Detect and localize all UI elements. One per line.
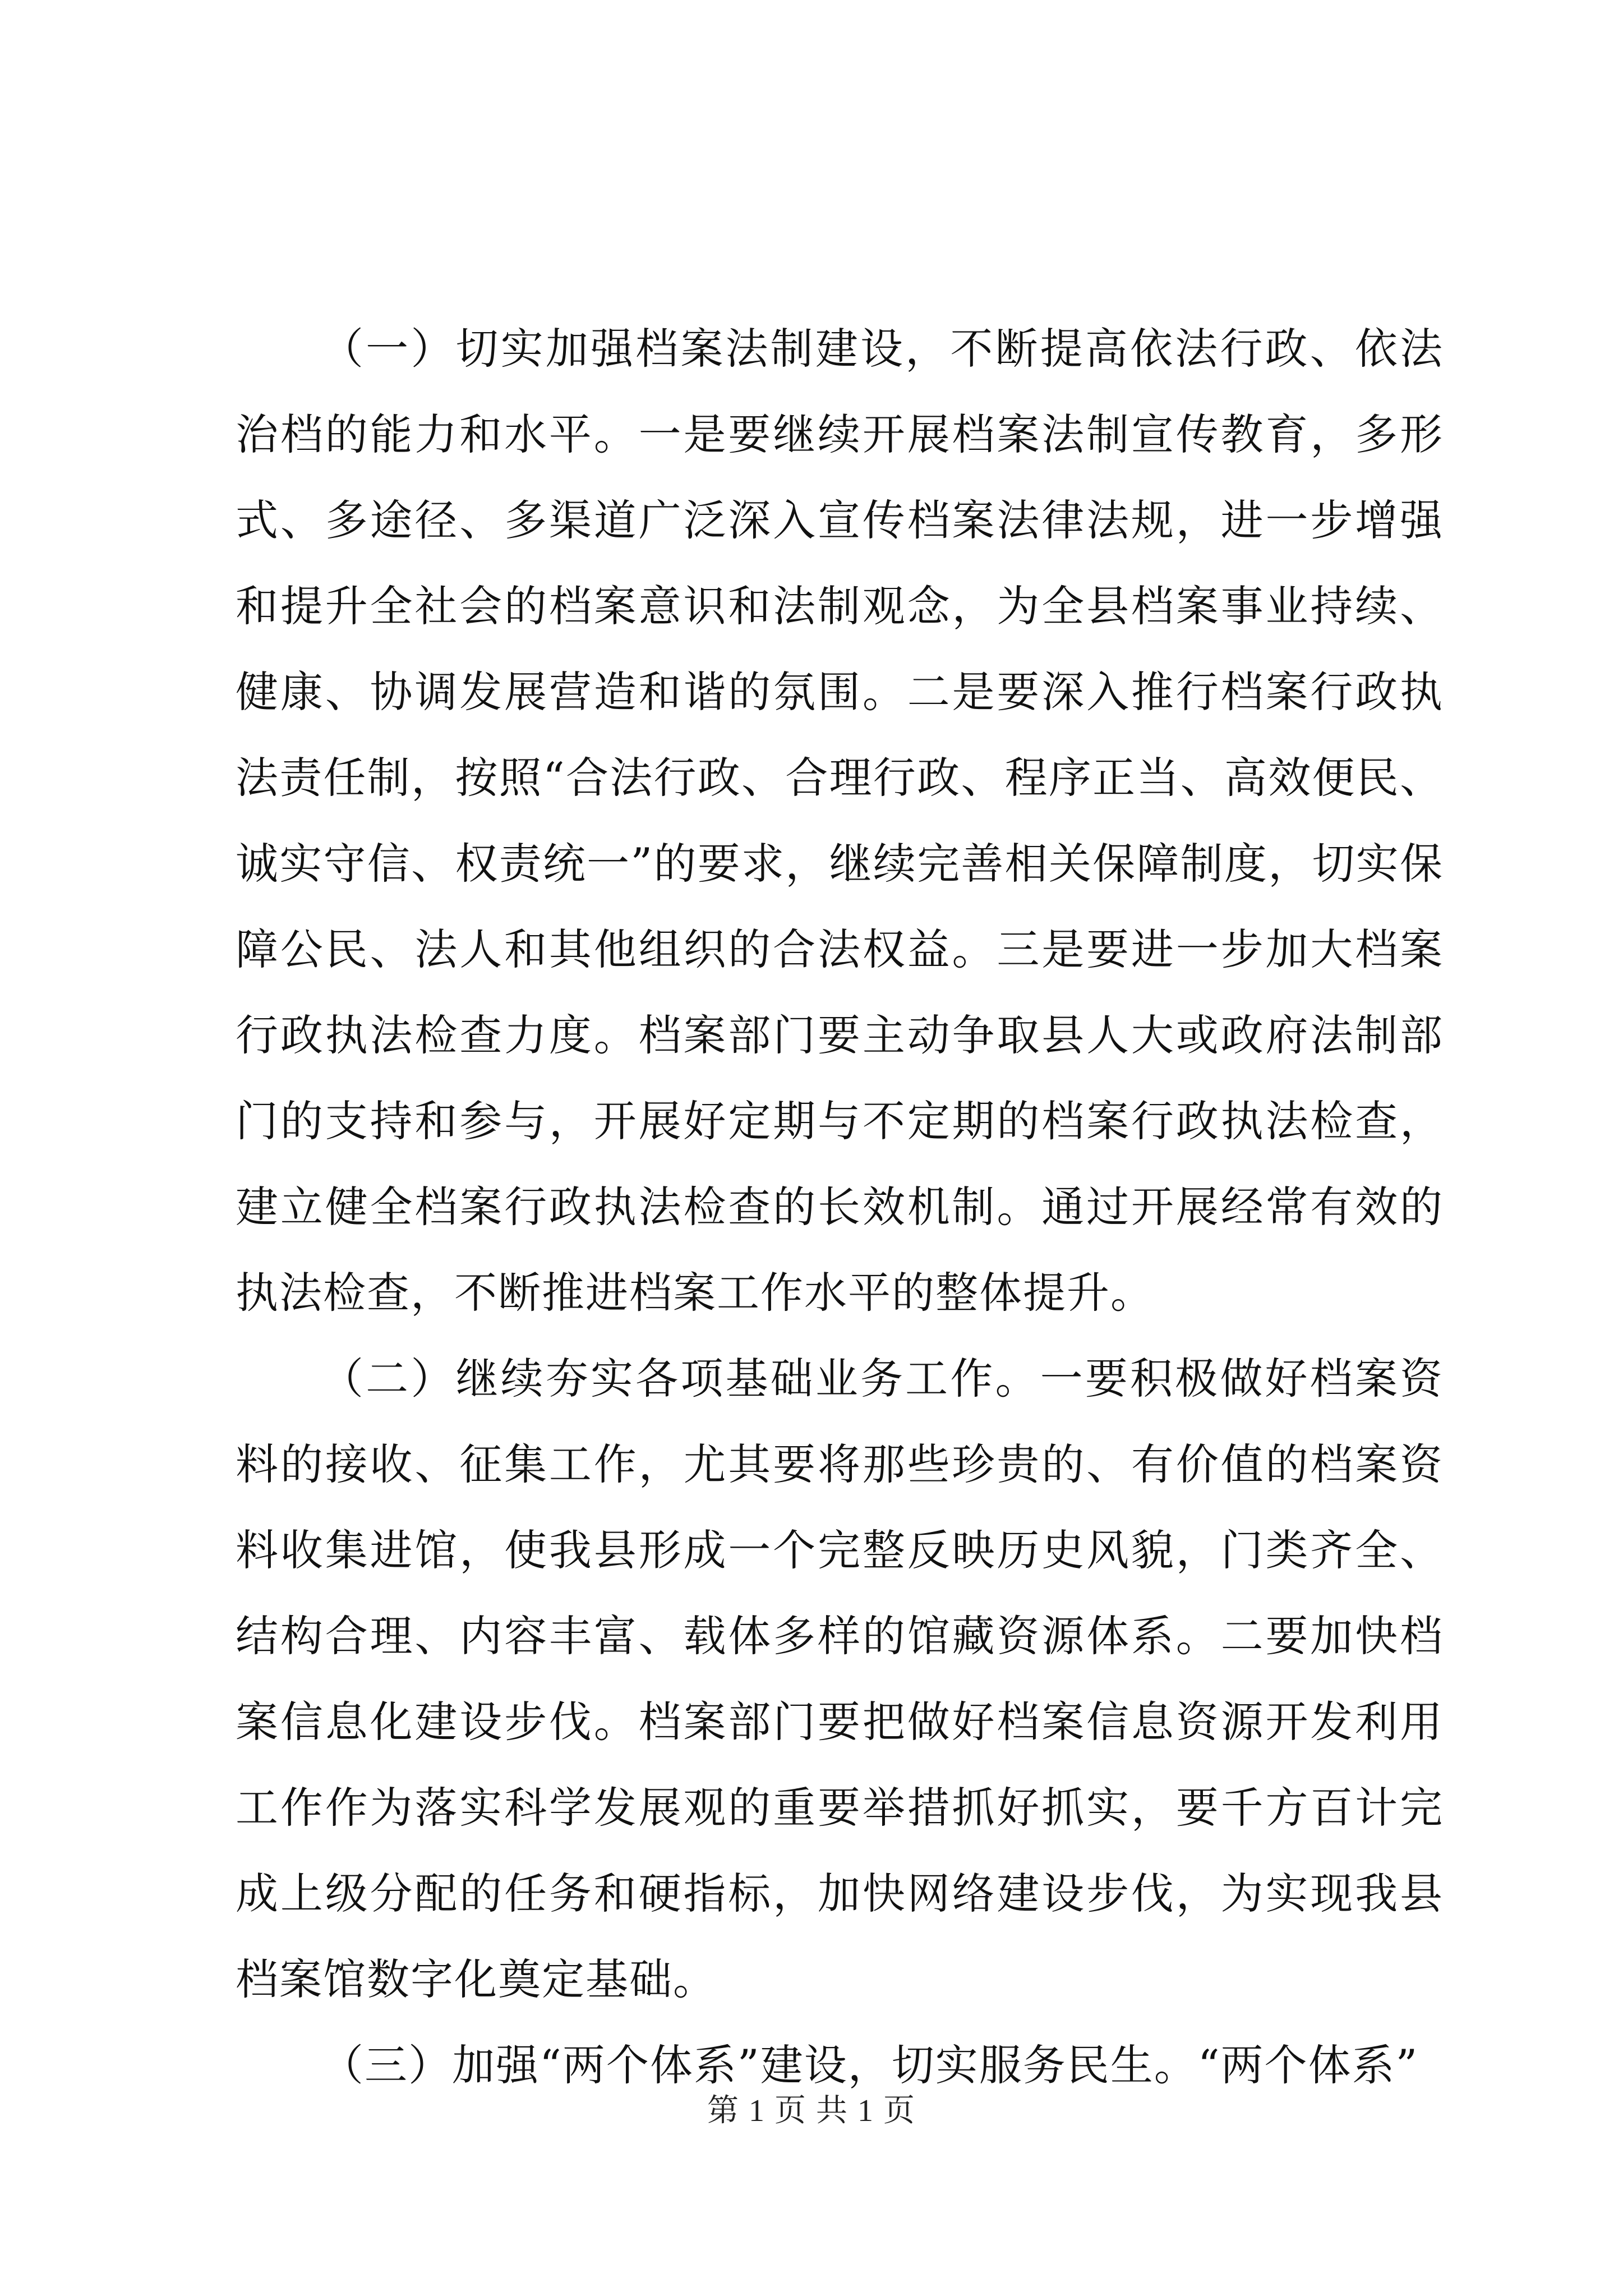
paragraph-2: （二）继续夯实各项基础业务工作。一要积极做好档案资料的接收、征集工作，尤其要将那些珍贵的、有价值的档案资料收集进馆，使我县形成一个完整反映历史风貌，门类齐全、结构合理、内容丰富、载体多样的馆藏资源体系。二要加快档案信息化建设步伐。档案部门要把做好档案信息资源开发利用工作作为落实科学发展观的重要举措抓好抓实，要千方百计完成上级分配的任务和硬指标，加快网络建设步伐，为实现我县档案馆数字化奠定基础。	[236, 1354, 1444, 2004]
paragraph-3: （三）加强“两个体系”建设，切实服务民生。“两个体系”	[321, 2040, 1419, 2090]
paragraph-1: （一）切实加强档案法制建设，不断提高依法行政、依法治档的能力和水平。一是要继续开展档案法制宣传教育，多形式、多途径、多渠道广泛深入宣传档案法律法规，进一步增强和提升全社会的档案意识和法制观念，为全县档案事业持续、健康、协调发展营造和谐的氛围。二是要深入推行档案行政执法责任制，按照“合法行政、合理行政、程序正当、高效便民、诚实守信、权责统一”的要求，继续完善相关保障制度，切实保障公民、法人和其他组织的合法权益。三是要进一步加大档案行政执法检查力度。档案部门要主动争取县人大或政府法制部门的支持和参与，开展好定期与不定期的档案行政执法检查，建立健全档案行政执法检查的长效机制。通过开展经常有效的执法检查，不断推进档案工作水平的整体提升。	[236, 324, 1444, 1318]
body-text	[236, 306, 1444, 2108]
page-footer: 第 1 页 共 1 页	[707, 2093, 916, 2128]
